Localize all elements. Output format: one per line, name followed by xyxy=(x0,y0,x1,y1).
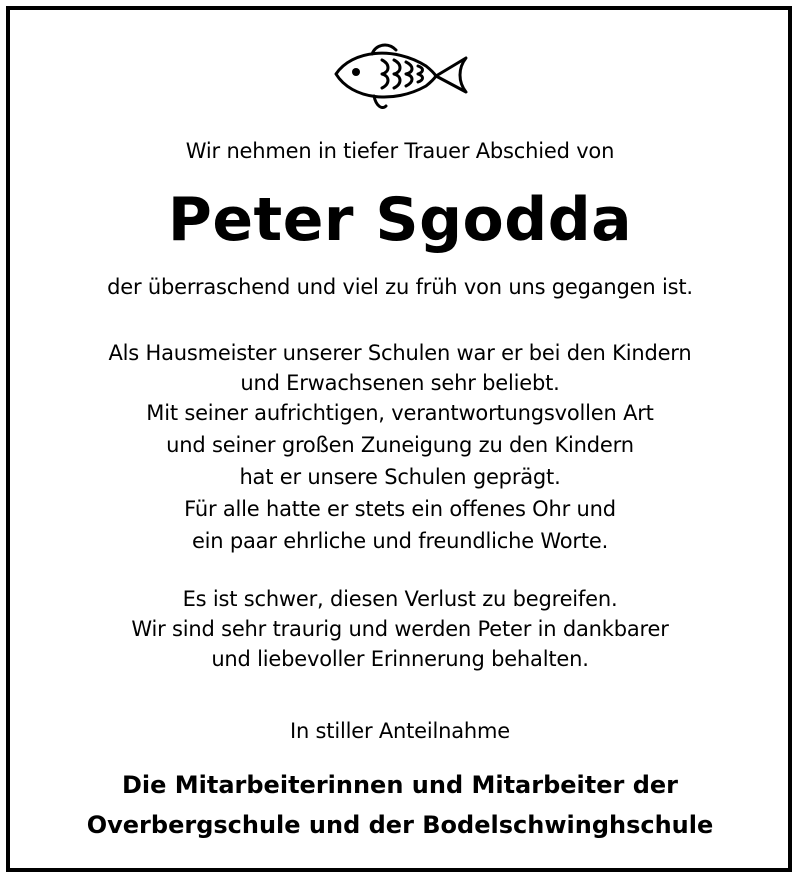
tribute-line: Mit seiner aufrichtigen, verantwortungsvollen Art xyxy=(146,401,654,425)
tribute-line: ein paar ehrliche und freundliche Worte. xyxy=(191,529,609,553)
fish-icon xyxy=(328,36,472,116)
grief-line: Wir sind sehr traurig und werden Peter in dankbarer xyxy=(131,617,669,641)
tribute-line: hat er unsere Schulen geprägt. xyxy=(239,465,561,489)
subline-text: der überraschend und viel zu früh von uns gegangen ist. xyxy=(107,275,693,299)
closing-text: In stiller Anteilnahme xyxy=(289,719,511,743)
tribute-line: und Erwachsenen sehr beliebt. xyxy=(240,371,560,395)
deceased-name: Peter Sgodda xyxy=(167,185,633,255)
tribute-line: Für alle hatte er stets ein offenes Ohr und xyxy=(184,497,616,521)
tribute-line: Als Hausmeister unserer Schulen war er bei den Kindern xyxy=(108,341,692,365)
grief-line: und liebevoller Erinnerung behalten. xyxy=(211,647,589,671)
signature-line: Overbergschule und der Bodelschwinghschule xyxy=(86,811,714,839)
tribute-line: und seiner großen Zuneigung zu den Kindern xyxy=(166,433,634,457)
intro-text: Wir nehmen in tiefer Trauer Abschied von xyxy=(185,139,615,163)
signature-line: Die Mitarbeiterinnen und Mitarbeiter der xyxy=(121,771,679,799)
grief-line: Es ist schwer, diesen Verlust zu begreifen. xyxy=(182,587,618,611)
